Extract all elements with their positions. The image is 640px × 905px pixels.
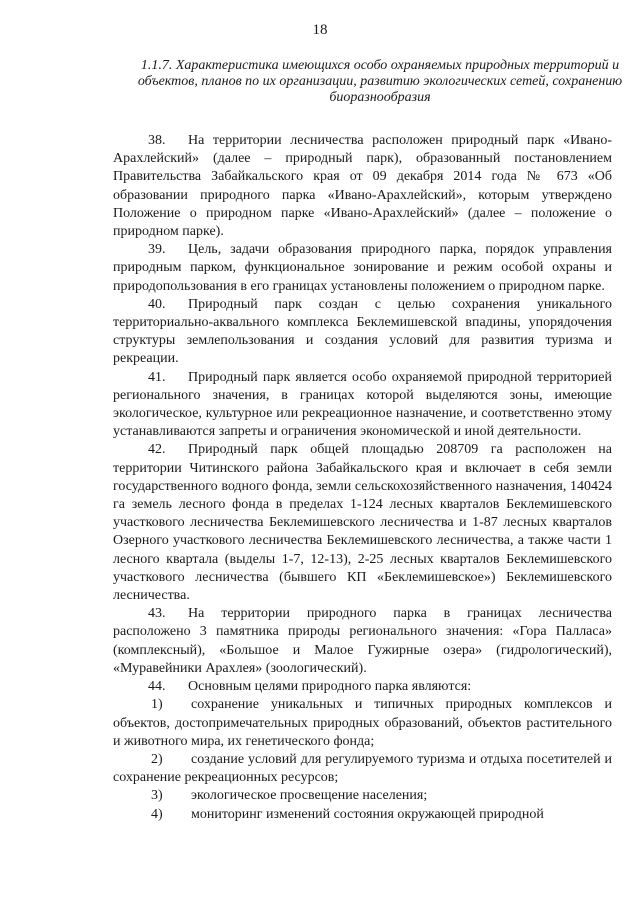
paragraph-number: 40. xyxy=(148,296,166,312)
list-item-text: создание условий для регулируемого туризма и отдыха посетителей и сохранение рекреационных ресурсов; xyxy=(113,751,612,786)
list-item-number: 1) xyxy=(151,697,163,713)
paragraph-39 xyxy=(113,241,612,296)
paragraph-44 xyxy=(113,678,612,696)
list-item-2 xyxy=(113,751,612,787)
paragraph-text: На территории природного парка в границах лесничества расположено 3 памятника природы регионального значения: «Гора Палласа» (комплексный), «Большое и Малое Гужирные озера» (гидрологический), «Муравейники Арахлея» (зоологический). xyxy=(113,606,612,676)
paragraph-text: Цель, задачи образования природного парка, порядок управления природным парком, функциональное зонирование и режим особой охраны и природопользования в его границах установлены положением о природном парке. xyxy=(113,242,612,294)
paragraph-number: 42. xyxy=(148,442,166,458)
paragraph-number: 39. xyxy=(148,242,166,258)
paragraph-41 xyxy=(113,369,612,442)
paragraph-number: 41. xyxy=(148,369,166,385)
paragraph-43 xyxy=(113,605,612,678)
list-item-number: 3) xyxy=(151,788,163,804)
list-item-3 xyxy=(113,787,612,805)
page-number: 18 xyxy=(312,22,328,38)
list-item-1 xyxy=(113,696,612,751)
list-item-text: экологическое просвещение населения; xyxy=(191,788,428,804)
paragraph-text: Природный парк общей площадью 208709 га расположен на территории Читинского района Забайкальского края и включает в себя земли государственного водного фонда, земли сельскохозяйственного назначения, 140424 га земель лесного фонда в пределах 1-124 лесных кварталов Беклемишевского участкового лесничества Беклемишевского лесничества и 1-87 лесных кварталов Озерного участкового лесничества Беклемишевского лесничества, а также части 1 лесного квартала (выделы 1-7, 12-13), 2-25 лесных кварталов Беклемишевского участкового лесничества (бывшего КП «Беклемишевское») Беклемишевского лесничества. xyxy=(113,442,612,604)
list-item-4 xyxy=(113,806,612,824)
paragraph-42 xyxy=(113,441,612,605)
paragraph-text: Природный парк является особо охраняемой природной территорией регионального значения, в границах которой выделяются зоны, имеющие экологическое, культурное или рекреационное назначение, и соответственно этому устанавливаются запреты и ограничения экономической и иной деятельности. xyxy=(113,369,612,440)
paragraph-40 xyxy=(113,296,612,369)
paragraph-number: 44. xyxy=(148,679,166,695)
list-item-number: 2) xyxy=(151,751,163,767)
list-item-text: мониторинг изменений состояния окружающей природной xyxy=(191,806,544,822)
list-item-number: 4) xyxy=(151,806,163,822)
document-body xyxy=(113,132,612,824)
paragraph-text: Природный парк создан с целью сохранения уникального территориально-аквального комплекса Беклемишевской впадины, упорядочения структуры землепользования и создания условий для развития туризма и рекреации. xyxy=(113,296,612,367)
paragraph-number: 38. xyxy=(148,133,166,148)
paragraph-text: Основным целями природного парка являются: xyxy=(188,679,472,695)
paragraph-text: На территории лесничества расположен природный парк «Ивано-Арахлейский» (далее – природный парк), образованный постановлением Правительства Забайкальского края от 09 декабря 2014 года № 673 «Об образовании природного парка «Ивано-Арахлейский», которым утверждено Положение о природном парке «Ивано-Арахлейский» (далее – положение о природном парке). xyxy=(113,133,612,240)
paragraph-number: 43. xyxy=(148,606,166,622)
list-item-text: сохранение уникальных и типичных природных комплексов и объектов, достопримечательных природных образований, объектов растительного и животного мира, их генетического фонда; xyxy=(113,697,612,749)
section-heading: 1.1.7. Характеристика имеющихся особо охраняемых природных территорий и объектов, планов по их организации, развитию экологических сетей, сохранению биоразнообразия xyxy=(137,58,623,105)
paragraph-38 xyxy=(113,132,612,241)
